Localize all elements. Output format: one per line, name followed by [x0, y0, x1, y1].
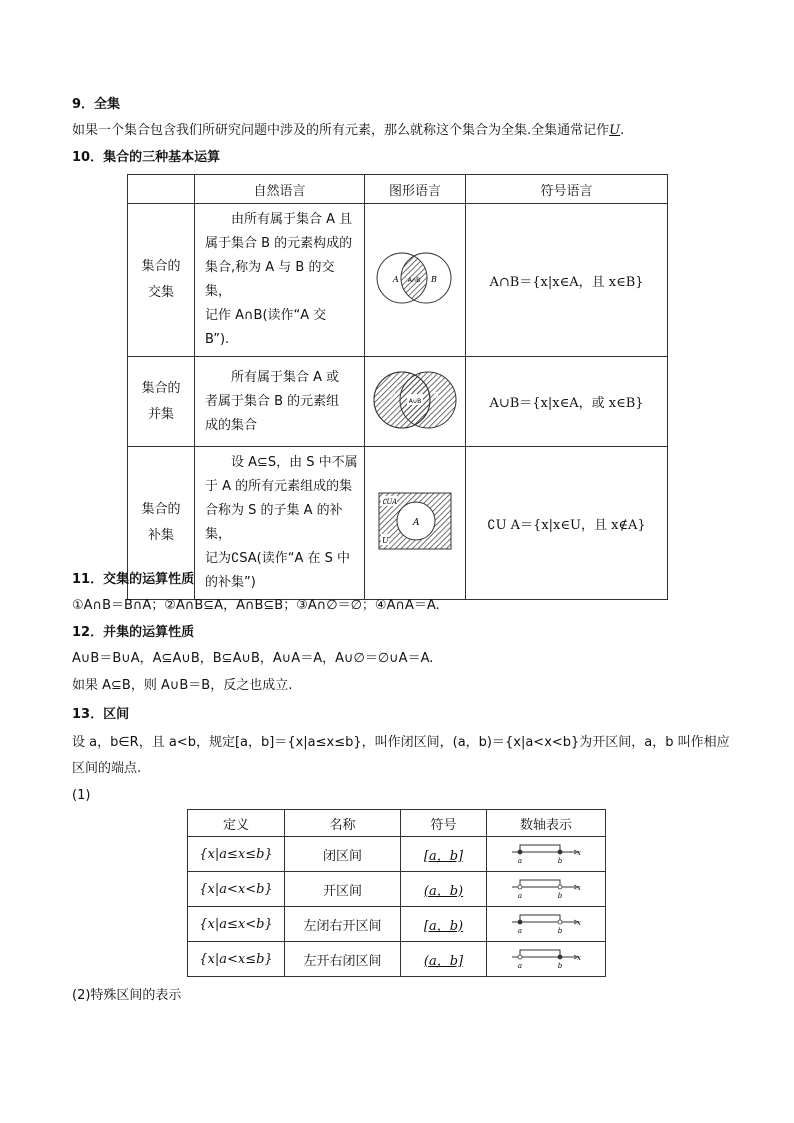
endpoint-b [558, 920, 562, 924]
row-name-line: 补集 [147, 528, 174, 543]
table-header-row [188, 810, 606, 837]
text-line: 集合,称为 A 与 B 的交集， [205, 260, 335, 299]
interval-name: 左开右闭区间 [285, 942, 401, 977]
header-symbol-language: 符号语言 [466, 175, 668, 204]
venn-label-b: B [431, 275, 437, 284]
natural-language-intersection [195, 204, 365, 357]
interval-name: 左闭右开区间 [285, 907, 401, 942]
endpoint-b [558, 885, 562, 889]
axis-label-b: b [557, 892, 563, 900]
interval-name: 开区间 [285, 872, 401, 907]
text-line: 于 A 的所有元素组成的集 [205, 479, 353, 494]
interval-bracket [520, 915, 560, 922]
venn-label-union: A∪B [408, 397, 422, 405]
number-line-cell [487, 872, 606, 907]
interval-table [187, 809, 606, 977]
symbol-intersection: A∩B＝{x|x∈A，且 x∈B} [466, 204, 668, 357]
text-line: B”). [205, 332, 230, 347]
axis-label-x: x [577, 849, 581, 857]
section-10-heading: 10．集合的三种基本运算 [72, 150, 221, 165]
row-name-line: 集合的 [141, 502, 181, 517]
section-12-heading: 12．并集的运算性质 [72, 625, 195, 640]
section-9-text [72, 121, 624, 141]
table-row [188, 907, 606, 942]
row-name-intersection [128, 204, 195, 357]
venn-intersection-diagram [369, 250, 461, 306]
axis-label-a: a [517, 857, 523, 865]
table-header-row [128, 175, 668, 204]
universal-set-definition: 如果一个集合包含我们所研究问题中涉及的所有元素，那么就称这个集合为全集.全集通常记作 [72, 123, 610, 138]
axis-label-a: a [517, 927, 523, 935]
sentence-end: . [620, 123, 625, 138]
axis-label-x: x [577, 954, 581, 962]
section-12-line2: 如果 A⊆B，则 A∪B＝B，反之也成立. [72, 678, 293, 693]
text-line: 成的集合 [205, 417, 258, 433]
number-line-cell [487, 942, 606, 977]
venn-label-a: A [391, 390, 397, 400]
section-9-heading: 9．全集 [72, 97, 121, 112]
axis-label-a: a [517, 962, 523, 970]
venn-label-b: B [433, 390, 439, 400]
row-name-line: 交集 [147, 285, 174, 300]
endpoint-b [558, 955, 562, 959]
table-row-intersection [128, 204, 668, 357]
venn-complement-diagram [378, 492, 452, 550]
text-line: 合称为 S 的子集 A 的补集， [205, 503, 343, 542]
section-12-line1: A∪B＝B∪A，A⊆A∪B，B⊆A∪B，A∪A＝A，A∪∅＝∅∪A＝A. [72, 651, 434, 666]
header-symbol: 符号 [401, 810, 487, 837]
header-natural-language: 自然语言 [195, 175, 365, 204]
section-13-line1: 设 a，b∈R，且 a<b，规定[a，b]＝{x|a≤x≤b}，叫作闭区间，(a，b)＝{x|a<x<b}为开区间，a，b 叫作相应 [72, 735, 730, 750]
interval-symbol: [a，b] [401, 837, 487, 872]
table-row [188, 942, 606, 977]
header-graphic-language: 图形语言 [365, 175, 466, 204]
number-line [510, 946, 582, 972]
text-line: 设 A⊆S，由 S 中不属 [231, 455, 358, 470]
axis-label-a: a [517, 892, 523, 900]
venn-intersection-cell [365, 204, 466, 357]
section-13-sub1: (1) [72, 788, 91, 803]
section-11-heading: 11．交集的运算性质 [72, 572, 195, 587]
axis-label-x: x [577, 884, 581, 892]
header-definition: 定义 [188, 810, 285, 837]
header-number-line: 数轴表示 [487, 810, 606, 837]
natural-language-complement [195, 447, 365, 600]
row-name-line: 集合的 [141, 259, 181, 274]
row-name-union [128, 357, 195, 447]
interval-symbol: (a，b] [401, 942, 487, 977]
section-11-text: ①A∩B＝B∩A；②A∩B⊆A，A∩B⊆B；③A∩∅＝∅；④A∩A＝A. [72, 598, 440, 613]
text-line: 属于集合 B 的元素构成的 [205, 236, 353, 251]
axis-label-b: b [557, 962, 563, 970]
axis-label-b: b [557, 857, 563, 865]
table-row [188, 837, 606, 872]
section-13-line2: 区间的端点. [72, 761, 142, 776]
row-name-line: 并集 [147, 406, 174, 422]
interval-symbol: [a，b) [401, 907, 487, 942]
venn-label-a: A [413, 518, 420, 528]
section-13-heading: 13．区间 [72, 707, 130, 722]
number-line-cell [487, 907, 606, 942]
interval-symbol: (a，b) [401, 872, 487, 907]
endpoint-a [518, 920, 522, 924]
table-row-union [128, 357, 668, 447]
interval-definition: {x|a≤x≤b} [188, 837, 285, 872]
interval-definition: {x|a<x≤b} [188, 942, 285, 977]
number-line [510, 841, 582, 867]
universal-set-symbol: U [609, 123, 621, 138]
symbol-union: A∪B＝{x|x∈A，或 x∈B} [466, 357, 668, 447]
number-line-cell [487, 837, 606, 872]
venn-union-cell [365, 357, 466, 447]
row-name-line: 集合的 [141, 380, 181, 396]
endpoint-b [558, 850, 562, 854]
section-13-sub2: (2)特殊区间的表示 [72, 988, 182, 1003]
interval-name: 闭区间 [285, 837, 401, 872]
interval-definition: {x|a<x<b} [188, 872, 285, 907]
header-blank [128, 175, 195, 204]
symbol-complement: ∁U A＝{x|x∈U，且 x∉A} [466, 447, 668, 600]
text-line: 的补集”) [205, 575, 256, 590]
interval-bracket [520, 880, 560, 887]
table-row [188, 872, 606, 907]
venn-union-diagram [369, 368, 461, 432]
axis-label-x: x [577, 919, 581, 927]
axis-label-b: b [557, 927, 563, 935]
interval-definition: {x|a≤x<b} [188, 907, 285, 942]
header-name: 名称 [285, 810, 401, 837]
venn-label-u: U [382, 536, 389, 545]
table-row-complement [128, 447, 668, 600]
endpoint-a [518, 955, 522, 959]
text-line: 者属于集合 B 的元素组 [205, 393, 340, 409]
endpoint-a [518, 885, 522, 889]
set-operations-table [127, 174, 668, 600]
interval-bracket [520, 845, 560, 852]
text-line: 记作 A∩B(读作“A 交 [205, 308, 327, 323]
interval-bracket [520, 950, 560, 957]
venn-label-complement: ∁UA [382, 498, 398, 506]
venn-label-a: A [393, 275, 399, 284]
venn-label-intersection: A∩B [407, 277, 421, 284]
number-line [510, 876, 582, 902]
venn-complement-cell [365, 447, 466, 600]
text-line: 由所有属于集合 A 且 [231, 212, 353, 227]
number-line [510, 911, 582, 937]
text-line: 所有属于集合 A 或 [231, 369, 340, 385]
natural-language-union [195, 357, 365, 447]
endpoint-a [518, 850, 522, 854]
text-line: 记为∁SA(读作“A 在 S 中 [205, 551, 351, 566]
